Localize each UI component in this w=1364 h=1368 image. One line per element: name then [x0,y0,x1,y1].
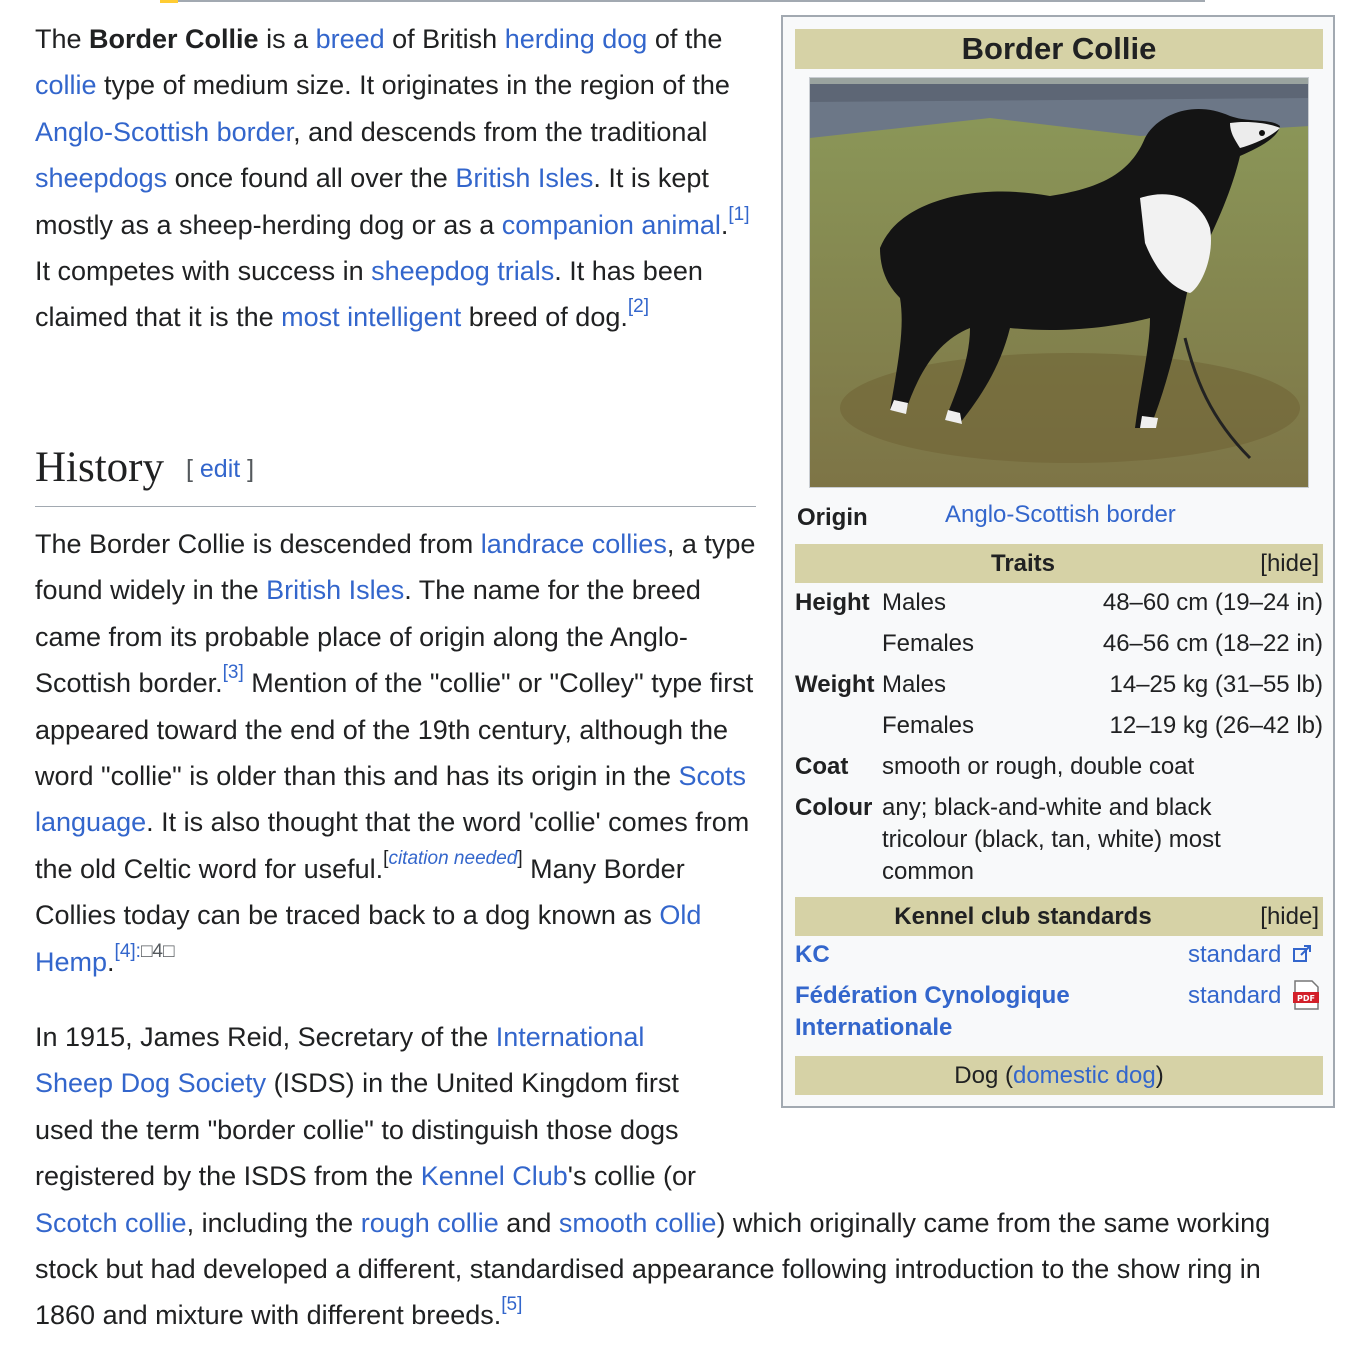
link-breed[interactable]: breed [315,24,385,54]
ref-1[interactable]: [1] [728,203,750,225]
height-males-value: 48–60 cm (19–24 in) [1102,589,1323,616]
domestic-dog-link[interactable]: domestic dog [1012,1062,1156,1089]
text-run: . It is also thought that the word 'collie' comes from the old Celtic word for useful. [35,807,750,884]
link-british-isles-2[interactable]: British Isles [266,575,405,606]
history-title: History [35,444,164,491]
link-most-intelligent[interactable]: most intelligent [281,302,462,333]
content-top-border [160,0,1205,2]
text-run: . [720,209,729,240]
text-run: . [107,946,115,977]
kc-link[interactable]: KC [795,941,830,968]
link-old-hemp[interactable]: Old Hemp [35,900,702,977]
link-companion-animal[interactable]: companion animal [501,209,721,240]
fci-standard-link[interactable]: standard [1188,982,1282,1009]
link-rough-collie[interactable]: rough collie [360,1207,499,1238]
pdf-icon [1292,980,1320,1010]
footer-text: Dog ( [954,1062,1013,1089]
link-smooth-collie[interactable]: smooth collie [558,1207,717,1238]
height-females-value: 46–56 cm (18–22 in) [1102,630,1323,657]
link-herding-dog[interactable]: herding dog [504,24,648,54]
text-run: Many Border Collies today can be traced back to a dog known as [35,853,685,931]
link-isds[interactable]: International Sheep Dog Society [35,1022,645,1099]
ref-4[interactable]: [4]: [114,940,141,962]
ref-5[interactable]: [5] [501,1294,523,1316]
text-run: ) which originally came from the same working stock but had developed a different, standardised appearance following introduction to the show ring in 1860 and mixture with different breeds. [35,1207,1271,1331]
link-scotch-collie[interactable]: Scotch collie [35,1207,187,1238]
text-run: and [498,1207,559,1238]
height-males-label: Males [882,589,947,616]
weight-males-label: Males [882,671,947,698]
colour-value: any; black-and-white and black tricolour (black, tan, white) most common [882,794,1221,885]
link-sheepdog-trials[interactable]: sheepdog trials [371,256,555,287]
kennel-header [795,897,1323,936]
link-anglo-scottish-border[interactable]: Anglo-Scottish border [35,116,294,147]
height-label: Height [795,589,870,616]
text-run: 's collie (or [567,1161,696,1192]
colour-label: Colour [795,794,873,821]
origin-label: Origin [797,504,868,531]
traits-hide-toggle[interactable]: [hide] [1260,550,1319,577]
weight-males-value: 14–25 kg (31–55 lb) [1109,671,1323,698]
svg-text:PDF: PDF [1297,994,1316,1003]
kennel-header-label: Kennel club standards [894,903,1152,930]
link-kennel-club[interactable]: Kennel Club [420,1161,568,1192]
link-scots-language[interactable]: Scots language [35,761,747,838]
cn-bracket: [ [383,847,389,869]
text-run: The [35,24,90,54]
text-run: The Border Collie is descended from [35,529,481,559]
dog-photo-illustration [810,78,1309,488]
text-run: , including the [186,1207,361,1238]
text-run: In 1915, James Reid, Secretary of the [35,1022,496,1052]
kc-standard-link[interactable]: standard [1188,941,1282,968]
edit-section [186,455,254,483]
content-top-accent [160,0,178,3]
traits-header-label: Traits [990,550,1056,577]
weight-label: Weight [795,671,875,698]
history-heading [35,440,756,507]
edit-link[interactable]: edit [199,455,241,483]
text-run: . The name for the breed came from its probable place of origin along the Anglo-Scottish border. [35,575,701,699]
ref-4-page: □4□ [140,940,175,962]
citation-needed-link[interactable]: citation needed [388,847,518,869]
link-british-isles[interactable]: British Isles [455,163,594,194]
text-run: once found all over the [167,163,456,194]
text-run: Mention of the "collie" or "Colley" type first appeared toward the end of the 19th century, although the word "collie" is older than this and has its origin in the [35,668,754,792]
kennel-hide-toggle[interactable]: [hide] [1260,903,1319,930]
fci-link[interactable]: Fédération Cynologique Internationale [795,982,1070,1041]
ref-2[interactable]: [2] [627,296,649,318]
weight-females-value: 12–19 kg (26–42 lb) [1109,712,1323,739]
text-run: . It has been claimed that it is the [35,256,703,333]
article-subject-bold: Border Collie [89,24,259,54]
text-run: , and descends from the traditional [293,116,708,147]
text-run: It competes with success in [35,256,372,287]
height-females-label: Females [882,630,975,657]
intro-paragraph [35,16,755,341]
edit-bracket-close: ] [240,455,255,483]
coat-label: Coat [795,753,849,780]
coat-value: smooth or rough, double coat [882,753,1195,780]
ref-3[interactable]: [3] [222,662,244,684]
link-sheepdogs[interactable]: sheepdogs [35,163,168,194]
weight-females-label: Females [882,712,975,739]
external-link-icon [1292,944,1312,964]
text-run: of the [647,24,723,54]
history-paragraph-1 [35,521,760,985]
text-run: breed of dog. [461,302,628,333]
text-run: type of medium size. It originates in the region of the [96,70,730,101]
traits-header [795,544,1323,583]
cn-bracket: ] [517,847,523,869]
text-run: , a type found widely in the [35,529,756,606]
text-run: (ISDS) in the United Kingdom first used the term "border collie" to distinguish those dogs registered by the ISDS from the [35,1068,679,1192]
infobox [781,15,1335,1108]
edit-bracket-open: [ [186,455,200,483]
link-landrace-collies[interactable]: landrace collies [480,529,667,559]
text-run: . It is kept mostly as a sheep-herding dog or as a [35,163,709,240]
text-run: of British [384,24,505,54]
infobox-title: Border Collie [795,29,1323,69]
dog-photo[interactable] [809,77,1309,488]
link-collie[interactable]: collie [35,70,97,101]
text-run: is a [258,24,316,54]
footer-text-close: ) [1155,1062,1164,1089]
origin-value-link[interactable]: Anglo-Scottish border [945,501,1176,528]
infobox-footer [795,1056,1323,1095]
